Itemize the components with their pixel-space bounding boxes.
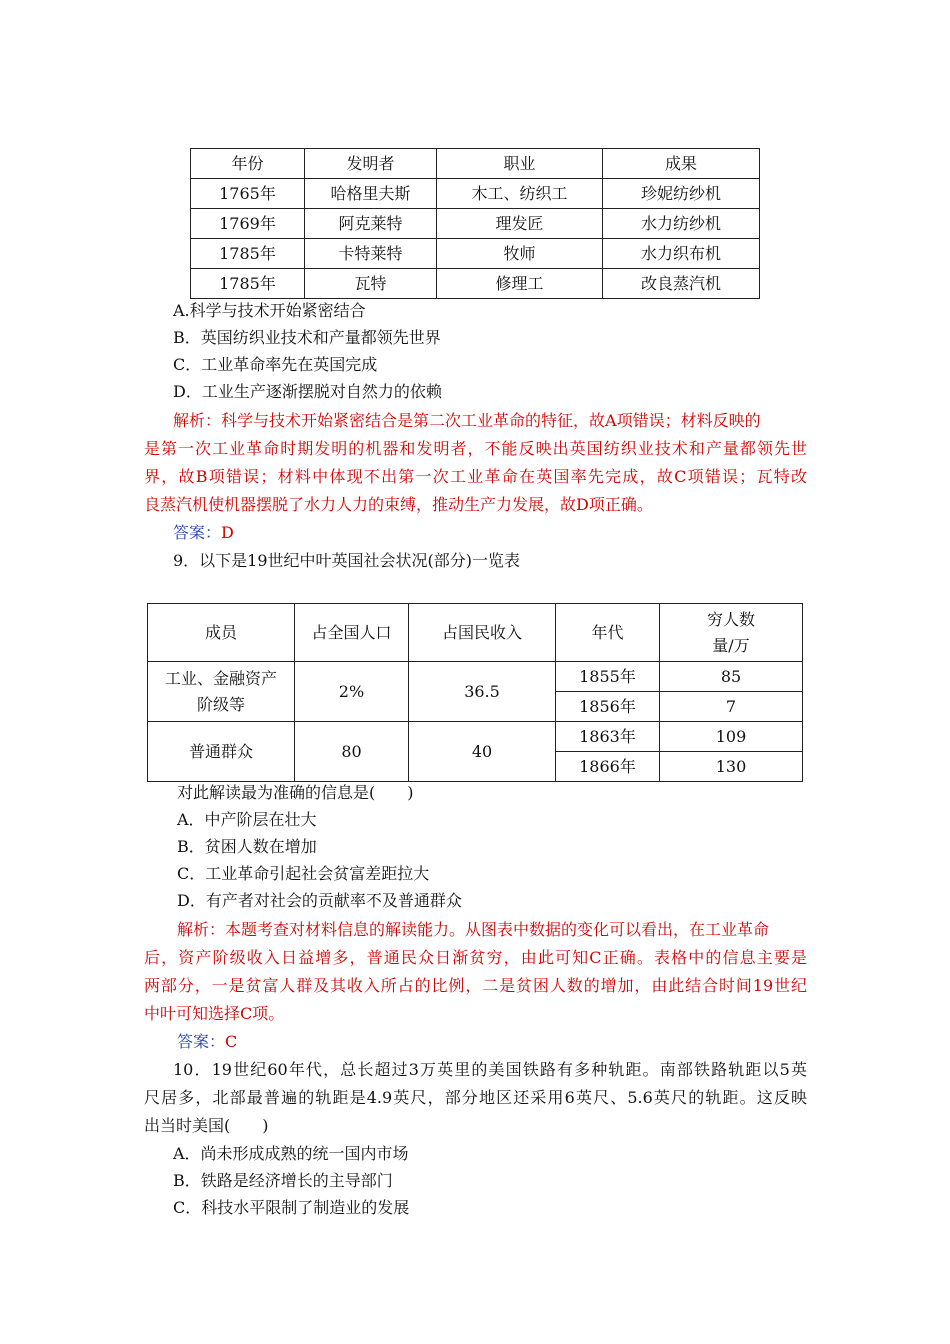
answer-label: 答案：: [173, 523, 222, 542]
cell-line: 工业、金融资产: [164, 668, 277, 688]
table-cell: 40: [409, 722, 556, 782]
table-header: 年代: [556, 604, 660, 662]
answer: [177, 1030, 237, 1054]
table-cell: 木工、纺织工: [437, 179, 603, 209]
table-cell: 珍妮纺纱机: [603, 179, 760, 209]
analysis-text: 科学与技术开始紧密结合是第二次工业革命的特征，故A项错误；材料反映的: [221, 411, 761, 430]
analysis-text: 良蒸汽机使机器摆脱了水力人力的束缚，推动生产力发展，故D项正确。: [144, 495, 653, 514]
option-a: A．尚未形成成熟的统一国内市场: [173, 1144, 409, 1163]
table-cell: 瓦特: [305, 269, 437, 299]
table-cell: 130: [660, 752, 803, 782]
option-b: B．英国纺织业技术和产量都领先世界: [173, 328, 441, 347]
table-cell: 修理工: [437, 269, 603, 299]
table-row: [148, 722, 803, 752]
table-header: [660, 604, 803, 662]
table-cell: 109: [660, 722, 803, 752]
table-header: 成果: [603, 149, 760, 179]
option-c: C．工业革命率先在英国完成: [173, 355, 378, 374]
option-a: A．中产阶层在壮大: [177, 810, 317, 829]
analysis-text: 界，故B项错误；材料中体现不出第一次工业革命在英国率先完成，故C项错误；瓦特改: [144, 467, 807, 486]
option-d: D．工业生产逐渐摆脱对自然力的依赖: [173, 382, 442, 401]
table-cell: 阿克莱特: [305, 209, 437, 239]
table-cell: 1855年: [556, 662, 660, 692]
table-cell: 普通群众: [148, 722, 295, 782]
analysis: [177, 918, 807, 942]
table-cell: 1856年: [556, 692, 660, 722]
table-row: [191, 209, 760, 239]
question-prompt: 对此解读最为准确的信息是( ): [177, 783, 414, 802]
table-cell: 水力织布机: [603, 239, 760, 269]
table-cell: 水力纺纱机: [603, 209, 760, 239]
question-stem: 出当时美国( ): [144, 1116, 269, 1135]
option-d: D．有产者对社会的贡献率不及普通群众: [177, 891, 462, 910]
analysis-text: 后，资产阶级收入日益增多，普通民众日渐贫穷，由此可知C正确。表格中的信息主要是: [144, 948, 807, 967]
inventions-table: [190, 148, 760, 299]
analysis-label: 解析：: [173, 411, 222, 430]
table-row: [148, 662, 803, 692]
table-cell: 牧师: [437, 239, 603, 269]
table-cell: 36.5: [409, 662, 556, 722]
analysis-text: 中叶可知选择C项。: [144, 1004, 285, 1023]
table-cell: 1769年: [191, 209, 305, 239]
table-header: 年份: [191, 149, 305, 179]
table-cell: 2%: [295, 662, 409, 722]
answer-label: 答案：: [177, 1032, 226, 1051]
table-header: 职业: [437, 149, 603, 179]
analysis-text: 本题考查对材料信息的解读能力。从图表中数据的变化可以看出，在工业革命: [225, 920, 770, 939]
analysis-text: 两部分，一是贫富人群及其收入所占的比例，二是贫困人数的增加，由此结合时间19世纪: [144, 976, 807, 995]
option-a: A.科学与技术开始紧密结合: [173, 301, 366, 320]
table-row: [191, 269, 760, 299]
table-header: 占全国人口: [295, 604, 409, 662]
question-stem: 10．19世纪60年代，总长超过3万英里的美国铁路有多种轨距。南部铁路轨距以5英: [173, 1060, 807, 1079]
option-c: C．科技水平限制了制造业的发展: [173, 1198, 410, 1217]
table-cell: 哈格里夫斯: [305, 179, 437, 209]
answer-value: D: [221, 523, 234, 542]
cell-line: 阶级等: [196, 694, 245, 714]
answer: [173, 521, 234, 545]
option-b: B．贫困人数在增加: [177, 837, 317, 856]
option-b: B．铁路是经济增长的主导部门: [173, 1171, 393, 1190]
table-row: [191, 179, 760, 209]
table-cell: 1863年: [556, 722, 660, 752]
society-table: [147, 603, 803, 782]
analysis-label: 解析：: [177, 920, 226, 939]
question-stem: 尺居多，北部最普遍的轨距是4.9英尺，部分地区还采用6英尺、5.6英尺的轨距。这反映: [144, 1088, 807, 1107]
question-stem: 9．以下是19世纪中叶英国社会状况(部分)一览表: [173, 551, 521, 570]
table-cell: 7: [660, 692, 803, 722]
table-row: [191, 239, 760, 269]
table-header: 占国民收入: [409, 604, 556, 662]
table-cell: 理发匠: [437, 209, 603, 239]
table-cell: 85: [660, 662, 803, 692]
table-cell: 80: [295, 722, 409, 782]
table-cell: 1785年: [191, 239, 305, 269]
table-cell: 1785年: [191, 269, 305, 299]
option-c: C．工业革命引起社会贫富差距拉大: [177, 864, 430, 883]
table-header: 成员: [148, 604, 295, 662]
answer-value: C: [225, 1032, 238, 1051]
header-line: 量/万: [712, 635, 750, 655]
table-cell: 卡特莱特: [305, 239, 437, 269]
table-cell: [148, 662, 295, 722]
analysis-text: 是第一次工业革命时期发明的机器和发明者，不能反映出英国纺织业技术和产量都领先世: [144, 439, 807, 458]
analysis: [173, 409, 807, 433]
table-cell: 1866年: [556, 752, 660, 782]
table-cell: 1765年: [191, 179, 305, 209]
header-line: 穷人数: [706, 609, 755, 629]
table-header: 发明者: [305, 149, 437, 179]
table-cell: 改良蒸汽机: [603, 269, 760, 299]
